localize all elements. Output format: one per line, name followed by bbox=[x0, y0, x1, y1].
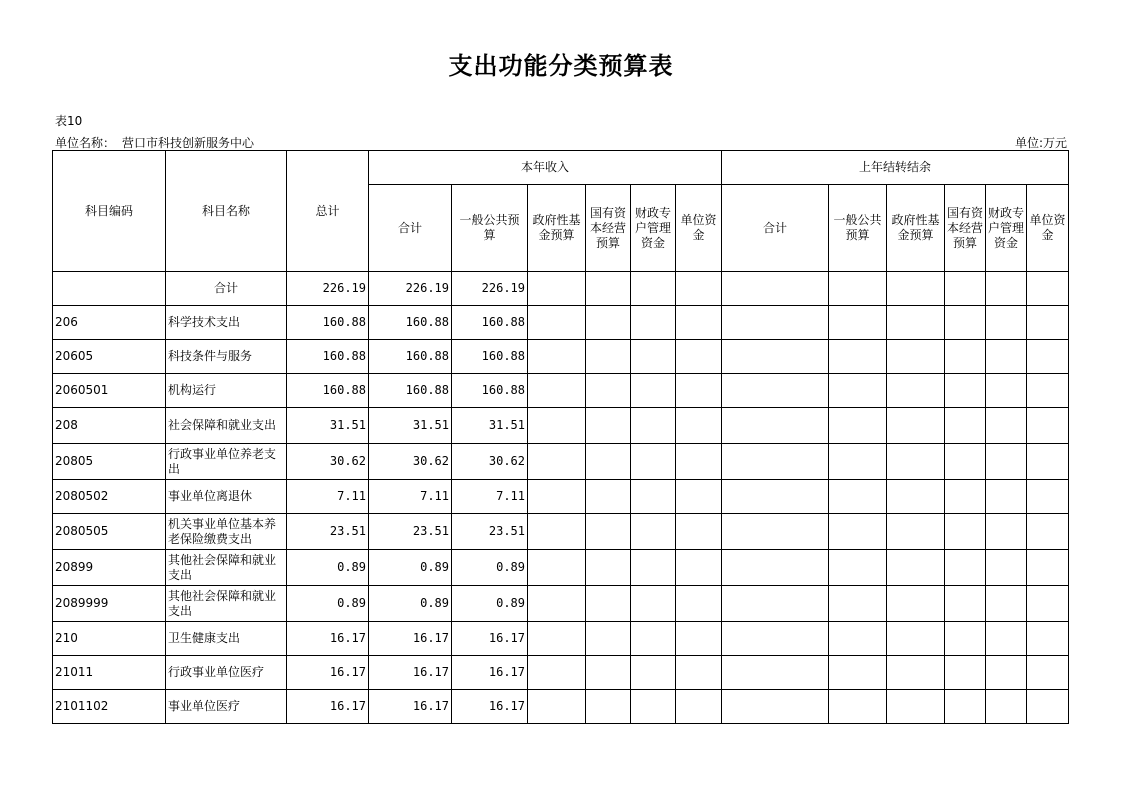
row-empty-cell bbox=[722, 690, 829, 724]
row-current-general: 0.89 bbox=[452, 550, 528, 586]
row-empty-cell bbox=[945, 340, 986, 374]
row-empty-cell bbox=[722, 514, 829, 550]
row-name: 合计 bbox=[166, 272, 287, 306]
row-empty-cell bbox=[722, 550, 829, 586]
row-empty-cell bbox=[945, 272, 986, 306]
row-code: 20805 bbox=[53, 444, 166, 480]
row-empty-cell bbox=[1027, 444, 1069, 480]
header-prior-general: 一般公共预算 bbox=[829, 185, 887, 272]
row-code: 208 bbox=[53, 408, 166, 444]
row-empty-cell bbox=[631, 306, 676, 340]
row-code: 2089999 bbox=[53, 586, 166, 622]
row-current-general: 16.17 bbox=[452, 690, 528, 724]
header-current-fund: 政府性基金预算 bbox=[528, 185, 586, 272]
row-empty-cell bbox=[528, 444, 586, 480]
row-empty-cell bbox=[586, 622, 631, 656]
row-empty-cell bbox=[829, 514, 887, 550]
row-empty-cell bbox=[986, 444, 1027, 480]
row-empty-cell bbox=[945, 408, 986, 444]
row-empty-cell bbox=[586, 586, 631, 622]
row-current-general: 7.11 bbox=[452, 480, 528, 514]
row-empty-cell bbox=[722, 480, 829, 514]
row-empty-cell bbox=[945, 690, 986, 724]
row-current-sum: 0.89 bbox=[369, 586, 452, 622]
row-current-general: 226.19 bbox=[452, 272, 528, 306]
row-empty-cell bbox=[945, 586, 986, 622]
row-empty-cell bbox=[631, 690, 676, 724]
header-prior-carryover: 上年结转结余 bbox=[722, 151, 1069, 185]
row-empty-cell bbox=[722, 340, 829, 374]
row-empty-cell bbox=[631, 656, 676, 690]
row-empty-cell bbox=[829, 340, 887, 374]
row-total: 31.51 bbox=[287, 408, 369, 444]
table-row bbox=[53, 340, 1069, 374]
row-empty-cell bbox=[528, 340, 586, 374]
row-total: 160.88 bbox=[287, 374, 369, 408]
row-total: 160.88 bbox=[287, 340, 369, 374]
row-empty-cell bbox=[986, 272, 1027, 306]
table-row bbox=[53, 408, 1069, 444]
row-current-sum: 23.51 bbox=[369, 514, 452, 550]
row-empty-cell bbox=[945, 514, 986, 550]
row-empty-cell bbox=[887, 374, 945, 408]
row-empty-cell bbox=[722, 622, 829, 656]
row-empty-cell bbox=[829, 306, 887, 340]
row-empty-cell bbox=[945, 622, 986, 656]
row-name: 社会保障和就业支出 bbox=[166, 408, 287, 444]
row-name: 行政事业单位医疗 bbox=[166, 656, 287, 690]
row-name: 其他社会保障和就业支出 bbox=[166, 586, 287, 622]
row-empty-cell bbox=[586, 444, 631, 480]
row-empty-cell bbox=[986, 550, 1027, 586]
row-empty-cell bbox=[829, 444, 887, 480]
row-empty-cell bbox=[586, 550, 631, 586]
row-total: 30.62 bbox=[287, 444, 369, 480]
row-empty-cell bbox=[986, 374, 1027, 408]
row-code: 20899 bbox=[53, 550, 166, 586]
row-current-general: 160.88 bbox=[452, 340, 528, 374]
row-empty-cell bbox=[631, 480, 676, 514]
table-row bbox=[53, 586, 1069, 622]
row-empty-cell bbox=[722, 586, 829, 622]
table-row bbox=[53, 480, 1069, 514]
row-empty-cell bbox=[586, 408, 631, 444]
row-current-general: 0.89 bbox=[452, 586, 528, 622]
row-empty-cell bbox=[1027, 306, 1069, 340]
row-empty-cell bbox=[676, 272, 722, 306]
row-current-general: 160.88 bbox=[452, 374, 528, 408]
row-empty-cell bbox=[722, 656, 829, 690]
row-empty-cell bbox=[631, 374, 676, 408]
row-empty-cell bbox=[528, 514, 586, 550]
row-empty-cell bbox=[722, 374, 829, 408]
row-name: 机关事业单位基本养老保险缴费支出 bbox=[166, 514, 287, 550]
currency-unit-label: 单位:万元 bbox=[1014, 136, 1067, 150]
row-empty-cell bbox=[1027, 514, 1069, 550]
row-current-sum: 16.17 bbox=[369, 690, 452, 724]
row-empty-cell bbox=[586, 340, 631, 374]
row-empty-cell bbox=[887, 480, 945, 514]
row-current-sum: 30.62 bbox=[369, 444, 452, 480]
table-row bbox=[53, 690, 1069, 724]
row-empty-cell bbox=[676, 514, 722, 550]
row-empty-cell bbox=[986, 480, 1027, 514]
table-number: 表10 bbox=[55, 114, 83, 128]
row-empty-cell bbox=[986, 586, 1027, 622]
budget-table bbox=[52, 150, 1069, 724]
row-empty-cell bbox=[1027, 586, 1069, 622]
row-current-sum: 160.88 bbox=[369, 340, 452, 374]
row-empty-cell bbox=[887, 272, 945, 306]
row-empty-cell bbox=[676, 480, 722, 514]
table-row bbox=[53, 272, 1069, 306]
row-empty-cell bbox=[586, 690, 631, 724]
row-empty-cell bbox=[887, 550, 945, 586]
row-empty-cell bbox=[676, 444, 722, 480]
header-code: 科目编码 bbox=[53, 151, 166, 272]
row-empty-cell bbox=[1027, 656, 1069, 690]
row-name: 机构运行 bbox=[166, 374, 287, 408]
row-empty-cell bbox=[528, 374, 586, 408]
row-empty-cell bbox=[829, 408, 887, 444]
row-empty-cell bbox=[676, 408, 722, 444]
row-empty-cell bbox=[1027, 550, 1069, 586]
row-empty-cell bbox=[586, 306, 631, 340]
row-empty-cell bbox=[829, 656, 887, 690]
row-empty-cell bbox=[887, 690, 945, 724]
row-code bbox=[53, 272, 166, 306]
unit-name-label: 单位名称： bbox=[55, 136, 116, 150]
row-empty-cell bbox=[829, 690, 887, 724]
row-total: 7.11 bbox=[287, 480, 369, 514]
header-name: 科目名称 bbox=[166, 151, 287, 272]
row-empty-cell bbox=[528, 306, 586, 340]
row-empty-cell bbox=[887, 340, 945, 374]
row-empty-cell bbox=[986, 656, 1027, 690]
row-code: 2080502 bbox=[53, 480, 166, 514]
row-empty-cell bbox=[631, 622, 676, 656]
table-row bbox=[53, 306, 1069, 340]
row-empty-cell bbox=[586, 480, 631, 514]
row-empty-cell bbox=[722, 444, 829, 480]
row-empty-cell bbox=[1027, 374, 1069, 408]
row-total: 0.89 bbox=[287, 550, 369, 586]
row-empty-cell bbox=[986, 408, 1027, 444]
table-row bbox=[53, 444, 1069, 480]
header-prior-sum: 合计 bbox=[722, 185, 829, 272]
table-row bbox=[53, 550, 1069, 586]
row-empty-cell bbox=[1027, 340, 1069, 374]
row-empty-cell bbox=[722, 306, 829, 340]
row-empty-cell bbox=[631, 514, 676, 550]
page-title: 支出功能分类预算表 bbox=[448, 52, 674, 80]
header-current-income: 本年收入 bbox=[369, 151, 722, 185]
row-empty-cell bbox=[945, 306, 986, 340]
row-empty-cell bbox=[1027, 622, 1069, 656]
row-empty-cell bbox=[676, 550, 722, 586]
row-current-general: 160.88 bbox=[452, 306, 528, 340]
table-row bbox=[53, 374, 1069, 408]
table-row bbox=[53, 656, 1069, 690]
row-empty-cell bbox=[887, 444, 945, 480]
row-empty-cell bbox=[676, 306, 722, 340]
row-empty-cell bbox=[528, 622, 586, 656]
row-empty-cell bbox=[676, 340, 722, 374]
row-empty-cell bbox=[586, 656, 631, 690]
row-empty-cell bbox=[1027, 408, 1069, 444]
row-current-general: 16.17 bbox=[452, 656, 528, 690]
row-empty-cell bbox=[676, 690, 722, 724]
row-empty-cell bbox=[528, 586, 586, 622]
unit-name: 营口市科技创新服务中心 bbox=[122, 136, 255, 150]
row-current-sum: 16.17 bbox=[369, 656, 452, 690]
row-empty-cell bbox=[945, 480, 986, 514]
row-current-sum: 31.51 bbox=[369, 408, 452, 444]
row-current-sum: 160.88 bbox=[369, 374, 452, 408]
row-code: 20605 bbox=[53, 340, 166, 374]
row-empty-cell bbox=[887, 656, 945, 690]
row-empty-cell bbox=[887, 408, 945, 444]
header-prior-state-capital: 国有资本经营预算 bbox=[945, 185, 986, 272]
row-empty-cell bbox=[528, 690, 586, 724]
row-current-general: 23.51 bbox=[452, 514, 528, 550]
row-empty-cell bbox=[986, 514, 1027, 550]
header-total: 总计 bbox=[287, 151, 369, 272]
row-total: 160.88 bbox=[287, 306, 369, 340]
row-empty-cell bbox=[945, 444, 986, 480]
row-empty-cell bbox=[631, 550, 676, 586]
header-prior-unit-funds: 单位资金 bbox=[1027, 185, 1069, 272]
row-code: 21011 bbox=[53, 656, 166, 690]
row-current-general: 30.62 bbox=[452, 444, 528, 480]
row-empty-cell bbox=[986, 306, 1027, 340]
header-current-sum: 合计 bbox=[369, 185, 452, 272]
table-row bbox=[53, 514, 1069, 550]
row-empty-cell bbox=[887, 514, 945, 550]
row-current-sum: 0.89 bbox=[369, 550, 452, 586]
row-total: 23.51 bbox=[287, 514, 369, 550]
row-empty-cell bbox=[676, 622, 722, 656]
row-name: 其他社会保障和就业支出 bbox=[166, 550, 287, 586]
row-empty-cell bbox=[528, 408, 586, 444]
row-code: 2101102 bbox=[53, 690, 166, 724]
table-row bbox=[53, 622, 1069, 656]
row-empty-cell bbox=[1027, 480, 1069, 514]
row-empty-cell bbox=[887, 306, 945, 340]
row-name: 科技条件与服务 bbox=[166, 340, 287, 374]
row-empty-cell bbox=[528, 656, 586, 690]
row-name: 科学技术支出 bbox=[166, 306, 287, 340]
header-row-1 bbox=[53, 151, 1069, 185]
row-empty-cell bbox=[631, 272, 676, 306]
row-current-sum: 16.17 bbox=[369, 622, 452, 656]
header-current-special-account: 财政专户管理资金 bbox=[631, 185, 676, 272]
row-empty-cell bbox=[528, 480, 586, 514]
row-total: 16.17 bbox=[287, 622, 369, 656]
row-name: 行政事业单位养老支出 bbox=[166, 444, 287, 480]
row-empty-cell bbox=[676, 374, 722, 408]
row-empty-cell bbox=[528, 272, 586, 306]
row-empty-cell bbox=[676, 656, 722, 690]
row-empty-cell bbox=[945, 374, 986, 408]
row-empty-cell bbox=[986, 340, 1027, 374]
row-name: 卫生健康支出 bbox=[166, 622, 287, 656]
row-empty-cell bbox=[829, 374, 887, 408]
row-total: 16.17 bbox=[287, 690, 369, 724]
row-current-sum: 226.19 bbox=[369, 272, 452, 306]
row-empty-cell bbox=[1027, 690, 1069, 724]
row-current-general: 31.51 bbox=[452, 408, 528, 444]
row-empty-cell bbox=[722, 272, 829, 306]
row-empty-cell bbox=[586, 374, 631, 408]
row-total: 16.17 bbox=[287, 656, 369, 690]
row-empty-cell bbox=[986, 690, 1027, 724]
row-total: 0.89 bbox=[287, 586, 369, 622]
header-prior-fund: 政府性基金预算 bbox=[887, 185, 945, 272]
row-code: 2080505 bbox=[53, 514, 166, 550]
row-empty-cell bbox=[829, 622, 887, 656]
row-total: 226.19 bbox=[287, 272, 369, 306]
row-empty-cell bbox=[945, 656, 986, 690]
row-current-sum: 7.11 bbox=[369, 480, 452, 514]
row-empty-cell bbox=[986, 622, 1027, 656]
row-empty-cell bbox=[631, 586, 676, 622]
row-name: 事业单位离退休 bbox=[166, 480, 287, 514]
header-current-general: 一般公共预算 bbox=[452, 185, 528, 272]
row-empty-cell bbox=[887, 586, 945, 622]
row-empty-cell bbox=[631, 340, 676, 374]
row-empty-cell bbox=[829, 586, 887, 622]
header-prior-special-account: 财政专户管理资金 bbox=[986, 185, 1027, 272]
row-name: 事业单位医疗 bbox=[166, 690, 287, 724]
row-current-sum: 160.88 bbox=[369, 306, 452, 340]
row-empty-cell bbox=[631, 444, 676, 480]
row-empty-cell bbox=[829, 272, 887, 306]
row-empty-cell bbox=[887, 622, 945, 656]
row-empty-cell bbox=[829, 550, 887, 586]
header-current-state-capital: 国有资本经营预算 bbox=[586, 185, 631, 272]
row-empty-cell bbox=[586, 514, 631, 550]
row-empty-cell bbox=[722, 408, 829, 444]
row-code: 206 bbox=[53, 306, 166, 340]
row-empty-cell bbox=[631, 408, 676, 444]
row-empty-cell bbox=[586, 272, 631, 306]
row-code: 210 bbox=[53, 622, 166, 656]
row-empty-cell bbox=[945, 550, 986, 586]
row-code: 2060501 bbox=[53, 374, 166, 408]
row-current-general: 16.17 bbox=[452, 622, 528, 656]
row-empty-cell bbox=[676, 586, 722, 622]
row-empty-cell bbox=[829, 480, 887, 514]
row-empty-cell bbox=[528, 550, 586, 586]
header-current-unit-funds: 单位资金 bbox=[676, 185, 722, 272]
row-empty-cell bbox=[1027, 272, 1069, 306]
